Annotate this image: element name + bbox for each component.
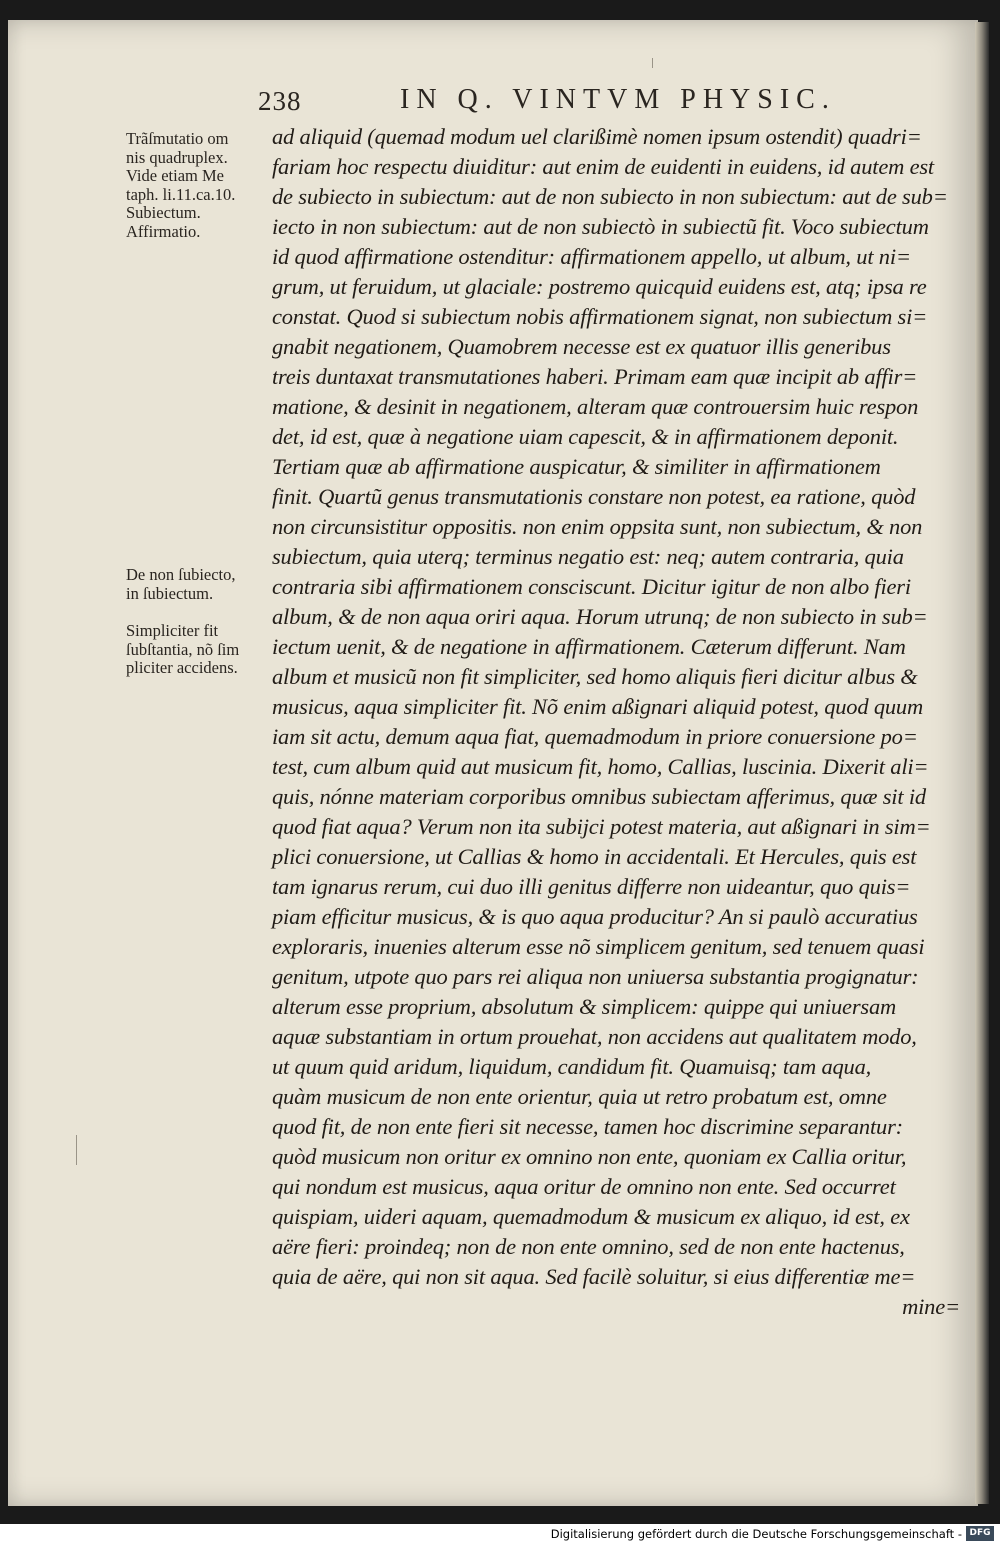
margin-note-simpliciter: [126, 622, 266, 678]
text-line: tam ignarus rerum, cui duo illi genitus differre non uideantur, quo quis=: [272, 874, 911, 899]
text-line: Tertiam quæ ab affirmatione auspicatur, & similiter in affirmationem: [272, 454, 881, 479]
body-text: [272, 122, 962, 1322]
text-line: iectum uenit, & de negatione in affirmationem. Cæterum differunt. Nam: [272, 634, 906, 659]
text-line: quispiam, uideri aquam, quemadmodum & musicum ex aliquo, id est, ex: [272, 1204, 910, 1229]
text-line: plici conuersione, ut Callias & homo in accidentali. Et Hercules, quis est: [272, 844, 917, 869]
text-line: ut quum quid aridum, liquidum, candidum fit. Quamuisq; tam aqua,: [272, 1054, 872, 1079]
margin-note-line: De non ſubiecto,: [126, 565, 236, 584]
footer-bar: [0, 1524, 1000, 1544]
text-line: det, id est, quæ à negatione uiam capescit, & in affirmationem deponit.: [272, 424, 899, 449]
text-line: matione, & desinit in negationem, alteram quæ controuersim huic respon: [272, 394, 919, 419]
page-number: 238: [258, 86, 302, 116]
text-line: mine=: [902, 1294, 960, 1319]
dfg-logo: DFG: [966, 1526, 994, 1541]
text-line: aquæ substantiam in ortum prouehat, non accidens aut qualitatem modo,: [272, 1024, 917, 1049]
margin-note-line: in ſubiectum.: [126, 583, 214, 603]
text-line: album et musicũ non fit simpliciter, sed homo aliquis fieri dicitur albus &: [272, 664, 918, 689]
text-line: constat. Quod si subiectum nobis affirmationem signat, non subiectum si=: [272, 304, 928, 329]
text-line: album, & de non aqua oriri aqua. Horum utrunq; de non subiecto in sub=: [272, 604, 928, 629]
text-line: iecto in non subiectum: aut de non subiectò in subiectũ fit. Voco subiectum: [272, 214, 929, 239]
margin-note-line: pliciter accidens.: [126, 658, 238, 677]
text-line: fariam hoc respectu diuiditur: aut enim de euidenti in euidens, id autem est: [272, 154, 934, 179]
text-line: finit. Quartũ genus transmutationis constare non potest, ea ratione, quòd: [272, 484, 916, 509]
text-line: quia de aëre, qui non sit aqua. Sed facilè soluitur, si eius differentiæ me=: [272, 1264, 916, 1289]
scan-mark: [652, 58, 653, 68]
text-line: alterum esse proprium, absolutum & simplicem: quippe qui uniuersam: [272, 994, 897, 1019]
margin-note-de-non-subiecto: [126, 566, 266, 603]
text-line: qui nondum est musicus, aqua oritur de omnino non ente. Sed occurret: [272, 1174, 896, 1199]
text-line: treis duntaxat transmutationes haberi. Primam eam quæ incipit ab affir=: [272, 364, 918, 389]
text-line: de subiecto in subiectum: aut de non subiecto in non subiectum: aut de sub=: [272, 184, 948, 209]
margin-note-line: Simpliciter fit: [126, 621, 219, 640]
text-line: quàm musicum de non ente orientur, quia ut retro probatum est, omne: [272, 1084, 887, 1109]
text-line: genitum, utpote quo pars rei aliqua non uniuersa substantia progignatur:: [272, 964, 919, 989]
running-head: IN Q. VINTVM PHYSIC.: [400, 84, 836, 115]
text-line: id quod affirmatione ostenditur: affirmationem appello, ut album, ut ni=: [272, 244, 911, 269]
digitization-credit: Digitalisierung gefördert durch die Deutsche Forschungsgemeinschaft -: [550, 1527, 962, 1541]
margin-note-line: Vide etiam Me: [126, 166, 224, 185]
page-edge: [975, 22, 989, 1504]
margin-note-line: Trãſmutatio om: [126, 129, 229, 148]
text-line: grum, ut feruidum, ut glaciale: postremo quicquid euidens est, atq; ipsa re: [272, 274, 927, 299]
margin-note-line: Subiectum.: [126, 203, 201, 222]
text-line: gnabit negationem, Quamobrem necesse est ex quatuor illis generibus: [272, 334, 891, 359]
text-line: quis, nónne materiam corporibus omnibus subiectam afferimus, quæ sit id: [272, 784, 926, 809]
text-line: musicus, aqua simpliciter fit. Nõ enim aßignari aliquid potest, quod quum: [272, 694, 924, 719]
margin-note-transmutatio: [126, 130, 266, 241]
margin-note-line: taph. li.11.ca.10.: [126, 184, 236, 204]
text-line: subiectum, quia uterq; terminus negatio est: neq; autem contraria, quia: [272, 544, 904, 569]
text-line: iam sit actu, demum aqua fiat, quemadmodum in priore conuersione po=: [272, 724, 918, 749]
text-line: non circunsistitur oppositis. non enim oppsita sunt, non subiectum, & non: [272, 514, 923, 539]
text-line: ad aliquid (quemad modum uel clarißimè nomen ipsum ostendit) quadri=: [272, 124, 922, 149]
text-line: quod fiat aqua? Verum non ita subijci potest materia, aut aßignari in sim=: [272, 814, 931, 839]
text-line: aëre fieri: proindeq; non de non ente omnino, sed de non ente hactenus,: [272, 1234, 905, 1259]
text-line: exploraris, inuenies alterum esse nõ simplicem genitum, sed tenuem quasi: [272, 934, 925, 959]
text-line: test, cum album quid aut musicum fit, homo, Callias, luscinia. Dixerit ali=: [272, 754, 929, 779]
scan-mark: [76, 1135, 77, 1165]
margin-note-line: nis quadruplex.: [126, 147, 228, 167]
margin-note-line: ſubſtantia, nõ ſim: [126, 639, 240, 659]
text-line: quod fit, de non ente fieri sit necesse, tamen hoc discrimine separantur:: [272, 1114, 903, 1139]
margin-note-line: Affirmatio.: [126, 221, 201, 241]
text-line: piam efficitur musicus, & is quo aqua producitur? An si paulò accuratius: [272, 904, 918, 929]
text-line: quòd musicum non oritur ex omnino non ente, quoniam ex Callia oritur,: [272, 1144, 907, 1169]
text-line: contraria sibi affirmationem consciscunt. Dicitur igitur de non albo fieri: [272, 574, 911, 599]
